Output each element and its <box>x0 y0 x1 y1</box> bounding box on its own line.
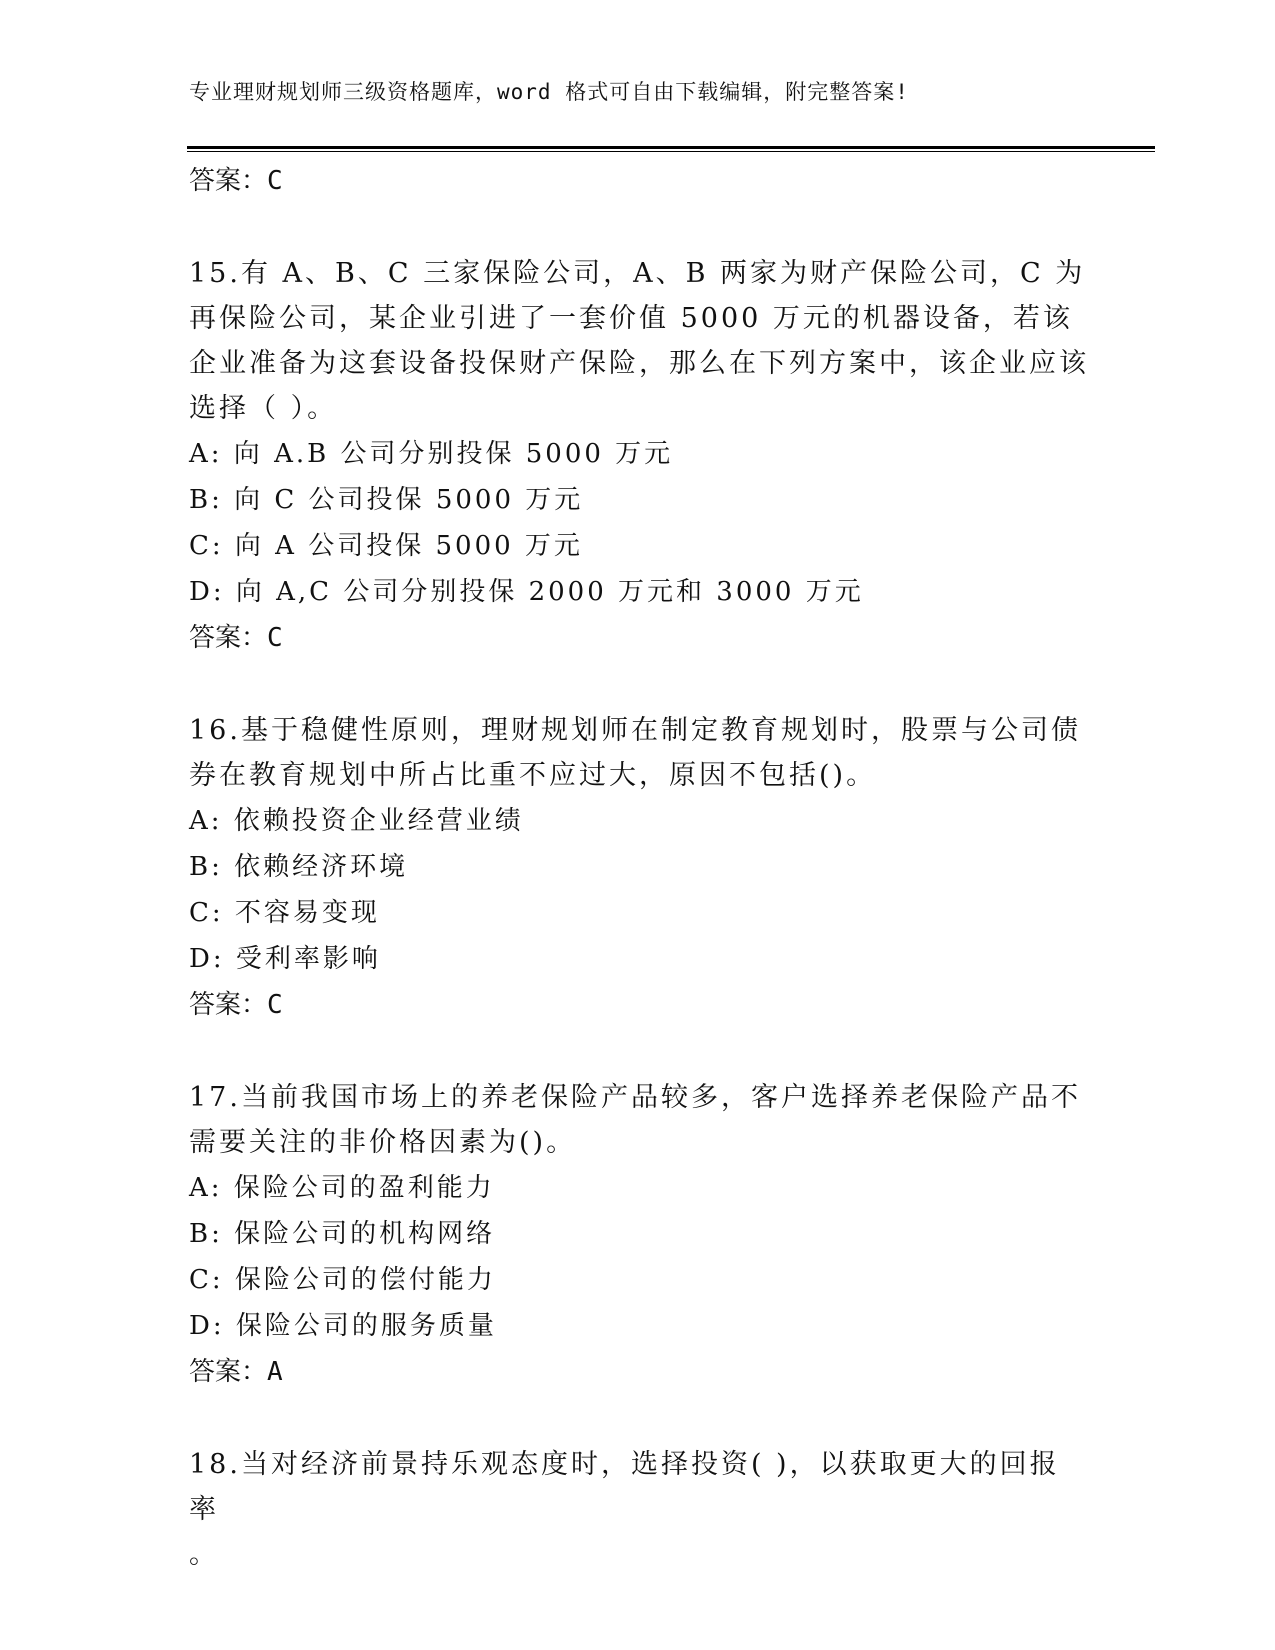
option-b: B: 向 C 公司投保 5000 万元 <box>189 485 584 515</box>
option-c: C: 不容易变现 <box>189 898 380 928</box>
answer-line: 答案：C <box>189 166 283 196</box>
option-c: C: 保险公司的偿付能力 <box>189 1265 496 1295</box>
option-a: A: 保险公司的盈利能力 <box>189 1173 495 1203</box>
option-b: B: 保险公司的机构网络 <box>189 1219 496 1249</box>
answer-line: 答案：C <box>189 990 283 1020</box>
document-body <box>189 158 1089 1577</box>
answer-line: 答案：A <box>189 1357 283 1387</box>
option-b: B: 依赖经济环境 <box>189 852 409 882</box>
question-text: 18.当对经济前景持乐观态度时，选择投资( )，以获取更大的回报率 <box>189 1449 1060 1525</box>
question-block <box>189 1075 1089 1395</box>
question-block <box>189 708 1089 1028</box>
option-a: A: 向 A.B 公司分别投保 5000 万元 <box>189 439 674 469</box>
option-d: D: 保险公司的服务质量 <box>189 1311 497 1341</box>
option-a: A: 依赖投资企业经营业绩 <box>189 806 524 836</box>
header-divider <box>187 146 1155 149</box>
question-text: 16.基于稳健性原则，理财规划师在制定教育规划时，股票与公司债券在教育规划中所占比重不应过大，原因不包括()。 <box>189 715 1081 791</box>
page-header: 专业理财规划师三级资格题库，word 格式可自由下载编辑，附完整答案! <box>189 80 909 104</box>
answer-line: 答案：C <box>189 623 283 653</box>
option-c: C: 向 A 公司投保 5000 万元 <box>189 531 583 561</box>
option-d: D: 向 A,C 公司分别投保 2000 万元和 3000 万元 <box>189 577 864 607</box>
question-block <box>189 1442 1089 1577</box>
question-text: 15.有 A、B、C 三家保险公司，A、B 两家为财产保险公司，C 为再保险公司，某企业引进了一套价值 5000 万元的机器设备，若该企业准备为这套设备投保财产保险，那么在下列方案中，该企业应该选择（ ）。 <box>189 258 1089 424</box>
question-tail: 。 <box>189 1539 216 1570</box>
question-block <box>189 251 1089 661</box>
header-divider-thin <box>187 151 1155 152</box>
question-text: 17.当前我国市场上的养老保险产品较多，客户选择养老保险产品不需要关注的非价格因素为()。 <box>189 1082 1081 1158</box>
option-d: D: 受利率影响 <box>189 944 381 974</box>
